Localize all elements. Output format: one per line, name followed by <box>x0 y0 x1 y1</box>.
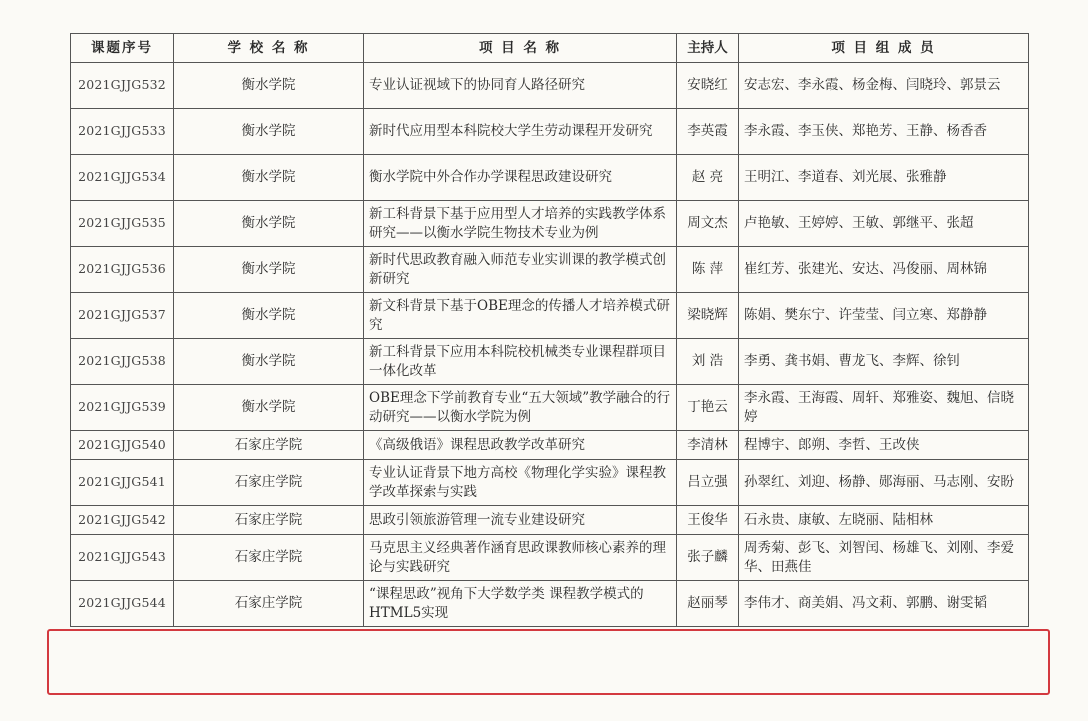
cell-host: 吕立强 <box>677 460 739 506</box>
highlight-box <box>47 629 1050 695</box>
cell-host: 赵 亮 <box>677 155 739 201</box>
cell-host: 梁晓辉 <box>677 293 739 339</box>
cell-members: 王明江、李道春、刘光展、张雅静 <box>739 155 1029 201</box>
table-row <box>71 339 1029 385</box>
cell-school: 衡水学院 <box>174 155 364 201</box>
cell-project: 专业认证背景下地方高校《物理化学实验》课程教学改革探索与实践 <box>364 460 677 506</box>
cell-members: 程博宇、郎朔、李哲、王改侠 <box>739 431 1029 460</box>
cell-school: 石家庄学院 <box>174 535 364 581</box>
cell-id: 2021GJJG532 <box>71 63 174 109</box>
cell-school: 衡水学院 <box>174 293 364 339</box>
cell-members: 李伟才、商美娟、冯文莉、郭鹏、谢雯韬 <box>739 581 1029 627</box>
cell-school: 衡水学院 <box>174 201 364 247</box>
table-row <box>71 293 1029 339</box>
table-row <box>71 385 1029 431</box>
table-row <box>71 506 1029 535</box>
cell-project: OBE理念下学前教育专业“五大领域”教学融合的行动研究——以衡水学院为例 <box>364 385 677 431</box>
cell-members: 陈娟、樊东宁、许莹莹、闫立寒、郑静静 <box>739 293 1029 339</box>
cell-members: 李勇、龚书娟、曹龙飞、李辉、徐钊 <box>739 339 1029 385</box>
header-id: 课题序号 <box>71 34 174 63</box>
header-members: 项 目 组 成 员 <box>739 34 1029 63</box>
cell-host: 王俊华 <box>677 506 739 535</box>
cell-members: 孙翠红、刘迎、杨静、郧海丽、马志刚、安盼 <box>739 460 1029 506</box>
table-row <box>71 460 1029 506</box>
cell-school: 衡水学院 <box>174 339 364 385</box>
cell-members: 周秀菊、彭飞、刘智闰、杨雄飞、刘刚、李爱华、田燕佳 <box>739 535 1029 581</box>
table-header-row <box>71 34 1029 63</box>
cell-project: 新文科背景下基于OBE理念的传播人才培养模式研究 <box>364 293 677 339</box>
cell-members: 李永霞、王海霞、周轩、郑雅姿、魏旭、信晓婷 <box>739 385 1029 431</box>
table-row <box>71 535 1029 581</box>
cell-members: 卢艳敏、王婷婷、王敏、郭继平、张超 <box>739 201 1029 247</box>
cell-project: 专业认证视域下的协同育人路径研究 <box>364 63 677 109</box>
cell-project: 衡水学院中外合作办学课程思政建设研究 <box>364 155 677 201</box>
cell-school: 衡水学院 <box>174 63 364 109</box>
header-school: 学 校 名 称 <box>174 34 364 63</box>
cell-id: 2021GJJG543 <box>71 535 174 581</box>
table-row <box>71 431 1029 460</box>
cell-project: 新时代应用型本科院校大学生劳动课程开发研究 <box>364 109 677 155</box>
cell-id: 2021GJJG542 <box>71 506 174 535</box>
cell-host: 李英霞 <box>677 109 739 155</box>
cell-project: 新工科背景下基于应用型人才培养的实践教学体系研究——以衡水学院生物技术专业为例 <box>364 201 677 247</box>
cell-school: 衡水学院 <box>174 385 364 431</box>
cell-members: 石永贵、康敏、左晓丽、陆相林 <box>739 506 1029 535</box>
cell-school: 石家庄学院 <box>174 431 364 460</box>
table-row <box>71 155 1029 201</box>
cell-host: 李清林 <box>677 431 739 460</box>
cell-id: 2021GJJG540 <box>71 431 174 460</box>
cell-id: 2021GJJG538 <box>71 339 174 385</box>
cell-host: 安晓红 <box>677 63 739 109</box>
cell-host: 陈 萍 <box>677 247 739 293</box>
table-row-highlighted <box>71 581 1029 627</box>
table-row <box>71 201 1029 247</box>
cell-project: 新时代思政教育融入师范专业实训课的教学模式创新研究 <box>364 247 677 293</box>
header-host: 主持人 <box>677 34 739 63</box>
header-project: 项 目 名 称 <box>364 34 677 63</box>
cell-project: 新工科背景下应用本科院校机械类专业课程群项目一体化改革 <box>364 339 677 385</box>
cell-school: 衡水学院 <box>174 109 364 155</box>
cell-project: 思政引领旅游管理一流专业建设研究 <box>364 506 677 535</box>
cell-id: 2021GJJG544 <box>71 581 174 627</box>
cell-project: 马克思主义经典著作涵育思政课教师核心素养的理论与实践研究 <box>364 535 677 581</box>
cell-id: 2021GJJG536 <box>71 247 174 293</box>
project-list-table <box>70 33 1029 627</box>
cell-school: 石家庄学院 <box>174 506 364 535</box>
table-row <box>71 247 1029 293</box>
cell-host: 刘 浩 <box>677 339 739 385</box>
cell-id: 2021GJJG539 <box>71 385 174 431</box>
cell-school: 石家庄学院 <box>174 581 364 627</box>
cell-project: “课程思政”视角下大学数学类 课程教学模式的HTML5实现 <box>364 581 677 627</box>
table-row <box>71 109 1029 155</box>
cell-host: 赵丽琴 <box>677 581 739 627</box>
cell-members: 崔红芳、张建光、安达、冯俊丽、周林锦 <box>739 247 1029 293</box>
cell-school: 衡水学院 <box>174 247 364 293</box>
table-row <box>71 63 1029 109</box>
cell-host: 张子麟 <box>677 535 739 581</box>
cell-id: 2021GJJG533 <box>71 109 174 155</box>
cell-id: 2021GJJG534 <box>71 155 174 201</box>
cell-host: 周文杰 <box>677 201 739 247</box>
cell-id: 2021GJJG541 <box>71 460 174 506</box>
cell-id: 2021GJJG535 <box>71 201 174 247</box>
cell-host: 丁艳云 <box>677 385 739 431</box>
cell-project: 《高级俄语》课程思政教学改革研究 <box>364 431 677 460</box>
cell-members: 李永霞、李玉侠、郑艳芳、王静、杨香香 <box>739 109 1029 155</box>
cell-id: 2021GJJG537 <box>71 293 174 339</box>
cell-members: 安志宏、李永霞、杨金梅、闫晓玲、郭景云 <box>739 63 1029 109</box>
cell-school: 石家庄学院 <box>174 460 364 506</box>
